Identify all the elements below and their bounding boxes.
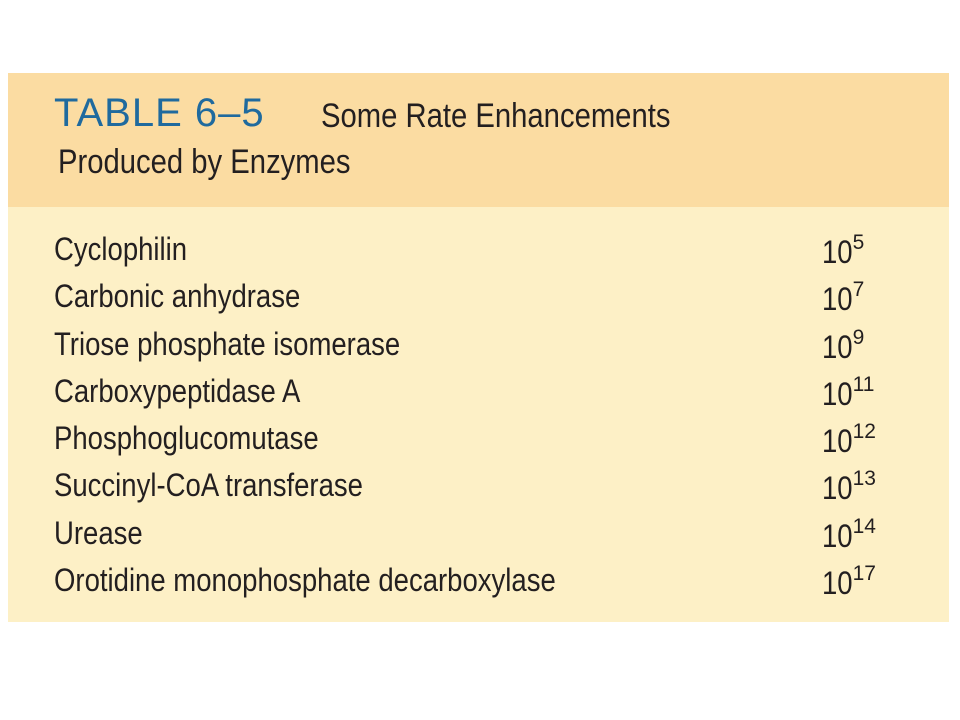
table-row [8,467,949,514]
enzyme-name: Carboxypeptidase A [54,372,301,409]
enzyme-name: Carbonic anhydrase [54,278,301,315]
enzyme-name: Orotidine monophosphate decarboxylase [54,562,556,599]
table-title-line-2: Produced by Enzymes [58,143,351,181]
enzyme-name: Urease [54,514,143,551]
rate-enhancement [822,373,874,413]
rate-exponent: 12 [852,420,876,444]
table-row [8,515,949,562]
rate-base: 10 [822,375,853,412]
rate-exponent: 7 [852,278,865,302]
enzyme-name: Phosphoglucomutase [54,420,319,457]
rate-base: 10 [822,423,853,460]
enzyme-name: Cyclophilin [54,231,188,267]
rate-base: 10 [822,517,853,554]
rate-base: 10 [822,281,853,318]
table-title-line-1: Some Rate Enhancements [321,97,671,135]
table-row [8,562,949,609]
rate-enhancement [822,231,864,271]
rate-enhancement [822,326,864,366]
rate-exponent: 5 [852,231,865,254]
rate-enhancement [822,420,876,460]
rate-exponent: 14 [852,514,876,538]
table-row [8,278,949,325]
rate-exponent: 13 [852,467,876,491]
rate-exponent: 17 [852,562,876,586]
rate-enhancement [822,562,876,602]
table-body [8,231,949,609]
rate-enhancement-table [8,73,949,622]
rate-enhancement [822,515,876,555]
rate-enhancement [822,467,876,507]
rate-base: 10 [822,234,853,270]
table-row [8,373,949,420]
table-row [8,420,949,467]
rate-base: 10 [822,565,853,602]
table-header [8,73,949,207]
rate-exponent: 11 [852,372,875,396]
table-row [8,326,949,373]
enzyme-name: Succinyl-CoA transferase [54,467,363,504]
rate-base: 10 [822,328,853,365]
table-number-label: TABLE 6–5 [54,91,265,135]
rate-base: 10 [822,470,853,507]
rate-enhancement [822,278,864,318]
table-row [8,231,949,278]
rate-exponent: 9 [852,325,865,349]
enzyme-name: Triose phosphate isomerase [54,325,401,362]
